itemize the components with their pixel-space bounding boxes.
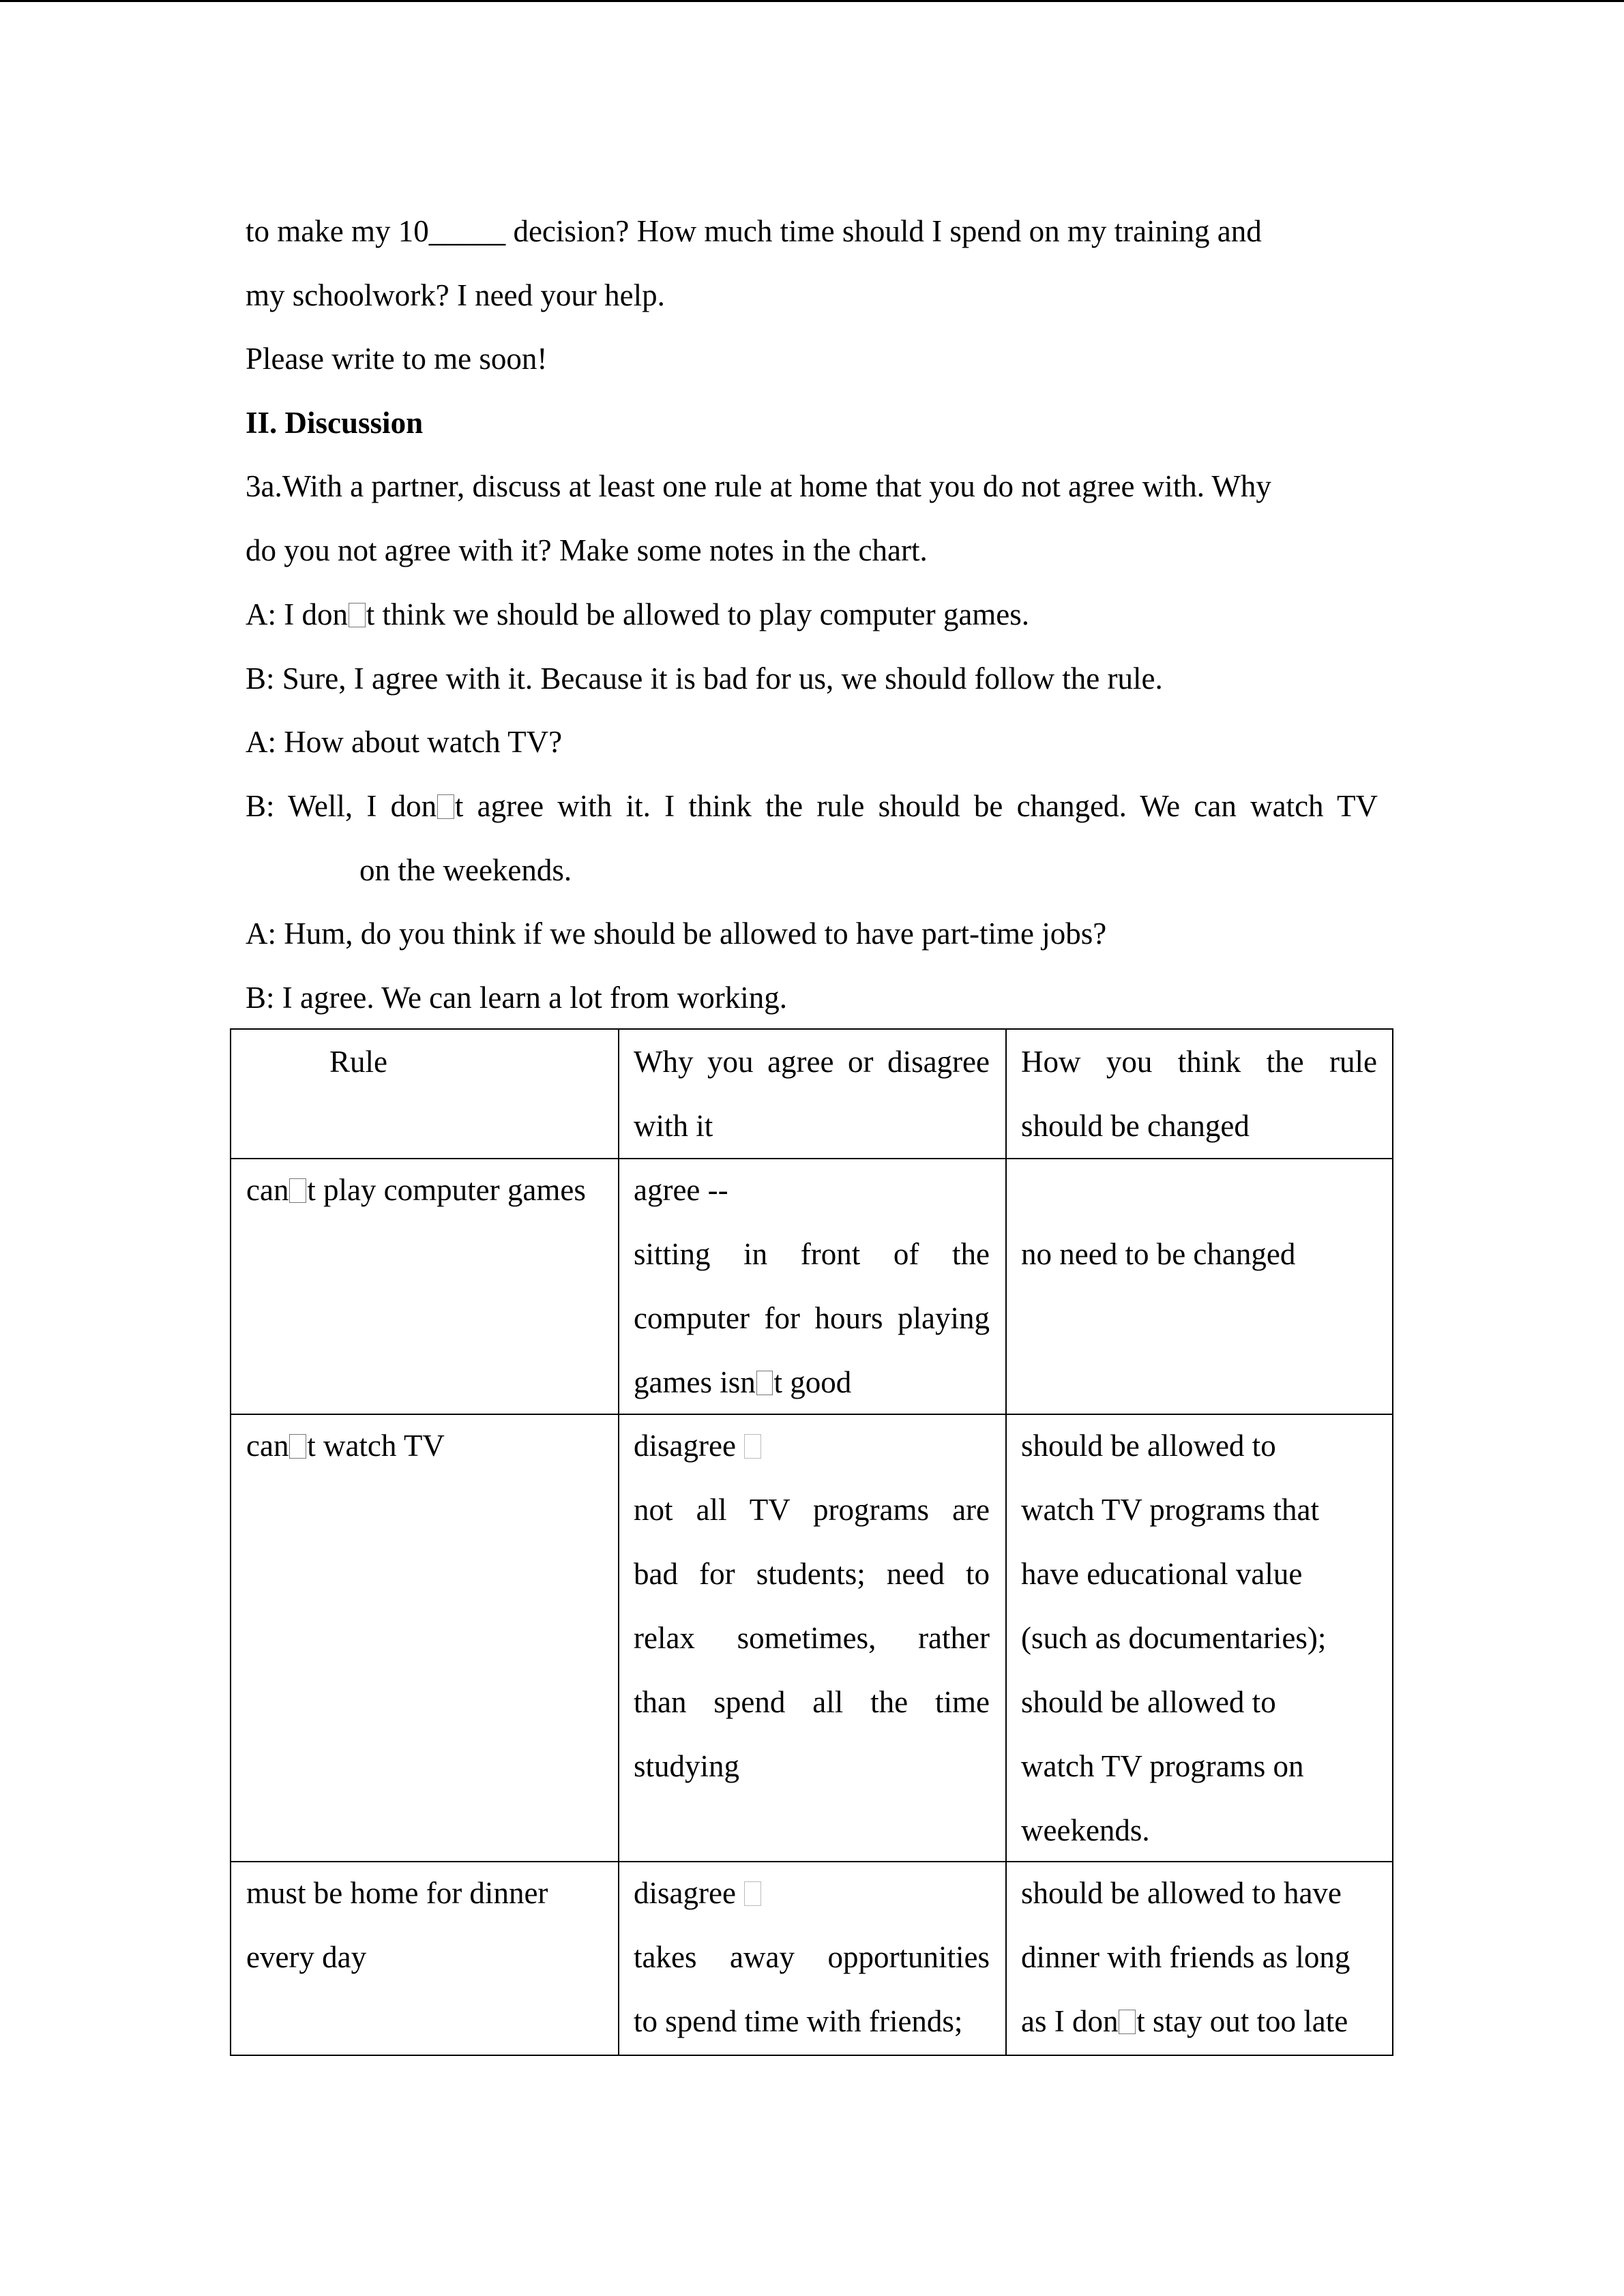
table-cell-rule: can t watch TV (246, 1429, 445, 1463)
dialogue-line: B: Sure, I agree with it. Because it is bad for us, we should follow the rule. (246, 661, 1163, 696)
missing-glyph-icon (289, 1434, 306, 1459)
dialogue-line: B: I agree. We can learn a lot from working. (246, 981, 788, 1015)
missing-glyph-icon (289, 1178, 306, 1203)
table-cell-how: should be allowed to have dinner with friends as long as I don t stay out too late (1021, 1876, 1350, 2038)
table-cell-how: no need to be changed (1021, 1237, 1296, 1271)
table-cell-rule: must be home for dinner every day (246, 1876, 548, 1974)
missing-glyph-icon (744, 1881, 761, 1906)
dialogue-line: on the weekends. (359, 853, 572, 887)
missing-glyph-icon (437, 794, 454, 819)
table-header-how: How you think the rule should be changed (1021, 1045, 1377, 1143)
section-heading: II. Discussion (246, 406, 424, 440)
table-divider (1005, 1030, 1007, 2055)
paragraph-line: to make my 10_____ decision? How much time should I spend on my training and (246, 214, 1262, 248)
table-cell-why: disagree not all TV programs are bad for students; need to relax sometimes, rather than spend all the time studying (634, 1429, 990, 1783)
table-header-rule: Rule (329, 1045, 387, 1079)
table-cell-why: disagree takes away opportunities to spend time with friends; (634, 1876, 990, 2038)
paragraph-line: Please write to me soon! (246, 342, 548, 376)
dialogue-line: A: Hum, do you think if we should be allowed to have part-time jobs? (246, 916, 1107, 951)
dialogue-line (246, 594, 1029, 635)
missing-glyph-icon (744, 1434, 761, 1459)
dialogue-text: A: I don (246, 597, 348, 631)
dialogue-text: t think we should be allowed to play computer games. (366, 597, 1030, 631)
table-header-why: Why you agree or disagree with it (634, 1045, 990, 1143)
dialogue-line: A: How about watch TV? (246, 725, 563, 759)
paragraph-line: my schoolwork? I need your help. (246, 278, 665, 312)
table-divider (618, 1030, 619, 2055)
missing-glyph-icon (1119, 2010, 1136, 2034)
table-cell-how: should be allowed to watch TV programs that have educational value (such as documentaries); should be allowed to watch TV programs on weekends. (1021, 1429, 1327, 1847)
table-cell-rule: can t play computer games (246, 1173, 586, 1207)
dialogue-text: B: Well, I don (246, 789, 437, 823)
dialogue-text: t agree with it. I think the rule should be changed. We can watch TV (454, 789, 1378, 823)
dialogue-line (246, 786, 1378, 826)
missing-glyph-icon (349, 603, 366, 627)
table-cell-why: agree -- sitting in front of the computer for hours playing games isn t good (634, 1173, 990, 1399)
missing-glyph-icon (756, 1371, 773, 1395)
rules-table (230, 1028, 1393, 2056)
paragraph-line: 3a.With a partner, discuss at least one rule at home that you do not agree with. Why (246, 469, 1271, 503)
paragraph-line: do you not agree with it? Make some notes in the chart. (246, 533, 928, 567)
